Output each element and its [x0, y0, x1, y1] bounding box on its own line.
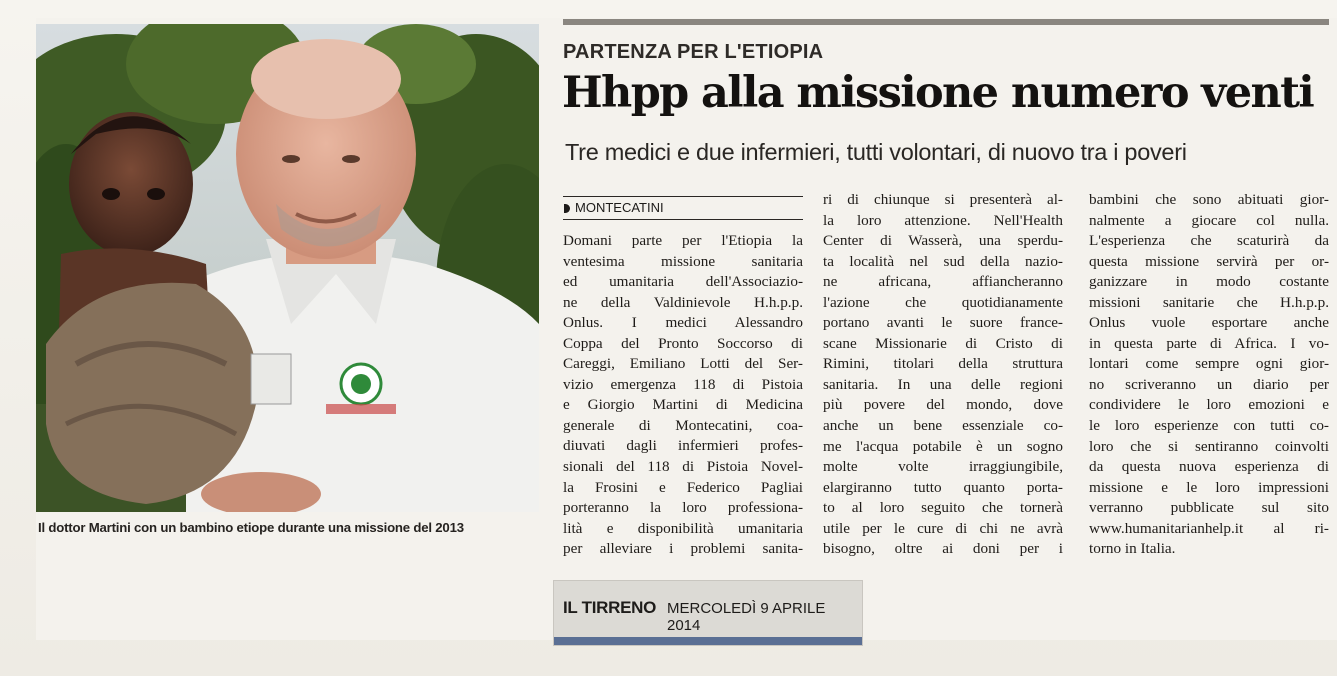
- text-line: ed umanitaria dell'Associazio-: [563, 273, 803, 291]
- article-headline: Hhpp alla missione numero venti: [562, 68, 1314, 118]
- text-line: vizio emergenza 118 di Pistoia: [563, 375, 803, 393]
- text-line: Rimini, titolari della struttura: [823, 355, 1063, 373]
- article-column-1: [563, 231, 803, 560]
- text-line: condividere le loro emozioni e: [1089, 396, 1329, 414]
- text-line: loro che si sentiranno coinvolti: [1089, 437, 1329, 455]
- article-photo: [36, 24, 539, 512]
- text-line: www.humanitarianhelp.it al ri-: [1089, 519, 1329, 537]
- text-line: anche un bene essenziale co-: [823, 417, 1063, 435]
- text-line: Onlus. I medici Alessandro: [563, 314, 803, 332]
- text-line: la loro attenzione. Nell'Health: [823, 211, 1063, 229]
- text-line: elargiranno tutto quanto porta-: [823, 478, 1063, 496]
- text-line: bambini che sono abituati gior-: [1089, 191, 1329, 208]
- text-line: ne della Valdinievole H.h.p.p.: [563, 293, 803, 311]
- dateline: [563, 196, 803, 220]
- text-line: porteranno la loro professiona-: [563, 499, 803, 517]
- text-line: nalmente a giocare col nulla.: [1089, 211, 1329, 229]
- text-line: ventesima missione sanitaria: [563, 252, 803, 270]
- text-line: Careggi, Emiliano Lotti del Ser-: [563, 355, 803, 373]
- text-line: ta località nel sud della nazio-: [823, 252, 1063, 270]
- text-line: diuvati dagli infermieri profes-: [563, 437, 803, 455]
- photo-caption: Il dottor Martini con un bambino etiope durante una missione del 2013: [38, 520, 464, 535]
- article-subheadline: Tre medici e due infermieri, tutti volontari, di nuovo tra i poveri: [565, 139, 1187, 165]
- text-line: molte volte irraggiungibile,: [823, 458, 1063, 476]
- text-line: missioni sanitarie che H.h.p.p.: [1089, 293, 1329, 311]
- dateline-marker-icon: [564, 204, 570, 213]
- text-line: bisogno, oltre ai doni per i: [823, 540, 1063, 558]
- header-rule: [563, 19, 1329, 25]
- article-kicker: PARTENZA PER L'ETIOPIA: [563, 41, 824, 63]
- text-line: Onlus vuole esportare anche: [1089, 314, 1329, 332]
- masthead-bar: [554, 637, 862, 645]
- text-line: no scriveranno un diario per: [1089, 375, 1329, 393]
- text-line: questa missione servirà per or-: [1089, 252, 1329, 270]
- text-line: L'esperienza che scaturirà da: [1089, 232, 1329, 250]
- text-line: ne africana, affiancheranno: [823, 273, 1063, 291]
- text-line: sanitaria. In una delle regioni: [823, 375, 1063, 393]
- text-line: missione e le loro impressioni: [1089, 478, 1329, 496]
- text-line: me l'acqua potabile è un sogno: [823, 437, 1063, 455]
- dateline-text: MONTECATINI: [575, 200, 664, 215]
- newspaper-name: IL TIRRENO: [563, 598, 657, 617]
- doctor-with-child-image: [36, 24, 539, 512]
- article-column-2: [823, 190, 1063, 560]
- text-line: più povere del mondo, dove: [823, 396, 1063, 414]
- text-line: in questa parte di Africa. I vo-: [1089, 334, 1329, 352]
- text-line: torno in Italia.: [1089, 540, 1176, 558]
- text-line: lità e disponibilità umanitaria: [563, 519, 803, 537]
- text-line: e Giorgio Martini di Medicina: [563, 396, 803, 414]
- text-line: portano avanti le suore france-: [823, 314, 1063, 332]
- text-line: per alleviare i problemi sanita-: [563, 540, 803, 558]
- text-line: da questa nuova esperienza di: [1089, 458, 1329, 476]
- text-line: sionali del 118 di Pistoia Novel-: [563, 458, 803, 476]
- text-line: le loro esperienze con tutti co-: [1089, 417, 1329, 435]
- text-line: l'azione che quotidianamente: [823, 293, 1063, 311]
- text-line: ganizzare in modo costante: [1089, 273, 1329, 291]
- text-line: ri di chiunque si presenterà al-: [823, 191, 1063, 208]
- masthead-slug: [553, 580, 863, 646]
- publication-date: MERCOLEDÌ 9 APRILE 2014: [667, 600, 826, 634]
- text-line: utile per le cure di chi ne avrà: [823, 519, 1063, 537]
- text-line: Center di Wasserà, una sperdu-: [823, 232, 1063, 250]
- text-line: la Frosini e Federico Pagliai: [563, 478, 803, 496]
- article-column-3: [1089, 190, 1329, 560]
- text-line: lontari come sempre ogni gior-: [1089, 355, 1329, 373]
- text-line: scane Missionarie di Cristo di: [823, 334, 1063, 352]
- text-line: generale di Montecatini, coa-: [563, 416, 803, 434]
- text-line: Coppa del Pronto Soccorso di: [563, 334, 803, 352]
- text-line: verranno pubblicate sul sito: [1089, 499, 1329, 517]
- text-line: to al loro seguito che tornerà: [823, 499, 1063, 517]
- text-line: Domani parte per l'Etiopia la: [563, 232, 803, 249]
